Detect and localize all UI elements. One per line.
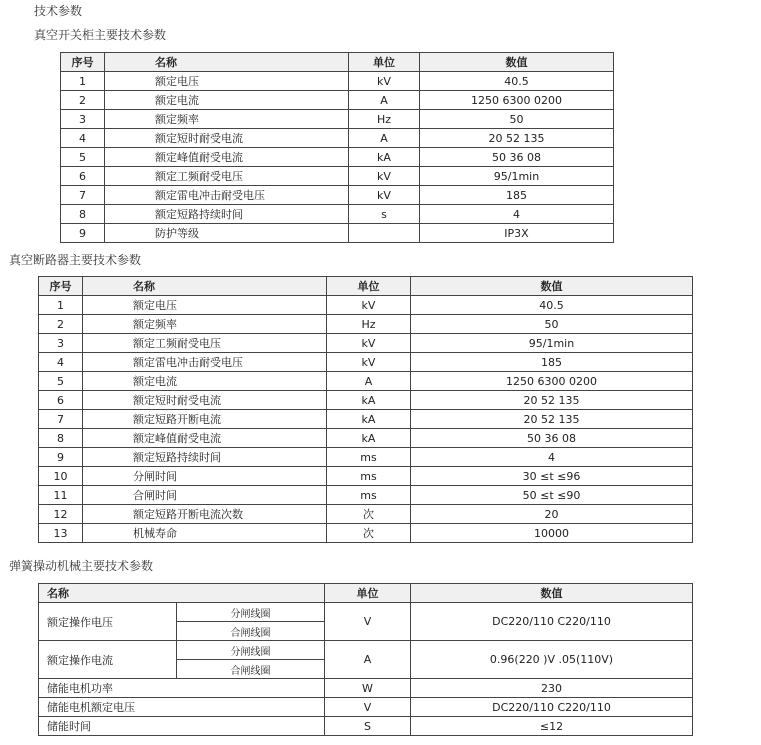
table-row: [61, 129, 614, 148]
col-header-value: 数值: [411, 584, 693, 603]
cell-value: 10000: [411, 524, 693, 543]
table-header-row: [39, 277, 693, 296]
cell-index: 10: [39, 467, 83, 486]
table-row: [39, 505, 693, 524]
cell-unit: ms: [327, 486, 411, 505]
table-row: [61, 167, 614, 186]
cell-name: 机械寿命: [83, 524, 327, 543]
cell-index: 13: [39, 524, 83, 543]
cell-value: DC220/110 C220/110: [411, 698, 693, 717]
table-row: [61, 224, 614, 243]
cell-value: ≤12: [411, 717, 693, 736]
cell-value: 50: [420, 110, 614, 129]
cell-name: 储能电机额定电压: [39, 698, 325, 717]
cell-unit: kV: [327, 296, 411, 315]
col-header-value: 数值: [411, 277, 693, 296]
cell-unit: Hz: [327, 315, 411, 334]
cell-unit: [349, 224, 420, 243]
cell-name: 防护等级: [105, 224, 349, 243]
cell-unit: kA: [327, 429, 411, 448]
table-row: [61, 186, 614, 205]
page-title: 技术参数: [34, 4, 83, 18]
cell-name: 额定工频耐受电压: [105, 167, 349, 186]
cell-name: 额定峰值耐受电流: [105, 148, 349, 167]
table-row: [39, 391, 693, 410]
cell-unit: A: [327, 372, 411, 391]
cell-subitem: 分闸线圈: [177, 641, 325, 660]
table-row: [39, 603, 693, 622]
cell-unit: V: [325, 698, 411, 717]
cell-unit: A: [325, 641, 411, 679]
cell-name: 额定雷电冲击耐受电压: [105, 186, 349, 205]
cell-name: 额定操作电流: [39, 641, 177, 679]
table-row: [39, 717, 693, 736]
table-row: [39, 524, 693, 543]
cell-name: 额定电压: [105, 72, 349, 91]
cell-unit: A: [349, 129, 420, 148]
cell-name: 额定电流: [105, 91, 349, 110]
table-row: [61, 205, 614, 224]
cell-unit: ms: [327, 467, 411, 486]
cell-value: 185: [420, 186, 614, 205]
cell-index: 4: [61, 129, 105, 148]
cell-value: 30 ≤t ≤96: [411, 467, 693, 486]
cell-value: 50 36 08: [411, 429, 693, 448]
cell-index: 7: [39, 410, 83, 429]
section-title-switchgear: 真空开关柜主要技术参数: [34, 28, 167, 42]
table-row: [39, 296, 693, 315]
table-row: [61, 72, 614, 91]
cell-name: 额定电流: [83, 372, 327, 391]
cell-subitem: 合闸线圈: [177, 660, 325, 679]
cell-unit: kA: [327, 410, 411, 429]
table-row: [39, 334, 693, 353]
col-header-name: 名称: [105, 53, 349, 72]
cell-name: 额定雷电冲击耐受电压: [83, 353, 327, 372]
col-header-unit: 单位: [327, 277, 411, 296]
cell-name: 分闸时间: [83, 467, 327, 486]
cell-unit: V: [325, 603, 411, 641]
cell-name: 额定短时耐受电流: [83, 391, 327, 410]
cell-name: 额定工频耐受电压: [83, 334, 327, 353]
cell-unit: kA: [327, 391, 411, 410]
breaker-params-table: [38, 276, 693, 543]
cell-name: 储能电机功率: [39, 679, 325, 698]
cell-value: DC220/110 C220/110: [411, 603, 693, 641]
cell-unit: W: [325, 679, 411, 698]
cell-value: 40.5: [420, 72, 614, 91]
cell-value: 20 52 135: [411, 410, 693, 429]
cell-name: 储能时间: [39, 717, 325, 736]
cell-unit: kV: [327, 334, 411, 353]
table-row: [39, 641, 693, 660]
cell-unit: A: [349, 91, 420, 110]
cell-unit: kV: [349, 167, 420, 186]
cell-index: 12: [39, 505, 83, 524]
cell-unit: kV: [349, 72, 420, 91]
cell-unit: S: [325, 717, 411, 736]
cell-value: 230: [411, 679, 693, 698]
cell-index: 2: [39, 315, 83, 334]
cell-index: 1: [39, 296, 83, 315]
col-header-value: 数值: [420, 53, 614, 72]
cell-index: 2: [61, 91, 105, 110]
section-title-breaker: 真空断路器主要技术参数: [9, 253, 142, 267]
cell-name: 额定短路开断电流: [83, 410, 327, 429]
cell-name: 额定电压: [83, 296, 327, 315]
cell-index: 5: [39, 372, 83, 391]
table-header-row: [39, 584, 693, 603]
table-row: [39, 315, 693, 334]
table-row: [39, 410, 693, 429]
cell-value: IP3X: [420, 224, 614, 243]
cell-index: 1: [61, 72, 105, 91]
cell-index: 9: [61, 224, 105, 243]
col-header-unit: 单位: [325, 584, 411, 603]
col-header-name: 名称: [39, 584, 325, 603]
cell-index: 9: [39, 448, 83, 467]
cell-unit: 次: [327, 524, 411, 543]
spring-mechanism-params-table: [38, 583, 693, 736]
cell-value: 185: [411, 353, 693, 372]
cell-index: 8: [39, 429, 83, 448]
cell-value: 95/1min: [420, 167, 614, 186]
cell-index: 3: [61, 110, 105, 129]
cell-index: 7: [61, 186, 105, 205]
table-row: [61, 148, 614, 167]
cell-value: 50 ≤t ≤90: [411, 486, 693, 505]
cell-index: 8: [61, 205, 105, 224]
cell-name: 额定短时耐受电流: [105, 129, 349, 148]
cell-unit: ms: [327, 448, 411, 467]
cell-value: 4: [411, 448, 693, 467]
table-row: [39, 467, 693, 486]
cell-subitem: 分闸线圈: [177, 603, 325, 622]
table-row: [39, 679, 693, 698]
cell-name: 额定短路持续时间: [105, 205, 349, 224]
table-row: [61, 91, 614, 110]
cell-name: 额定频率: [83, 315, 327, 334]
section-title-spring-mechanism: 弹簧操动机械主要技术参数: [9, 559, 154, 573]
table-row: [39, 353, 693, 372]
table-row: [39, 429, 693, 448]
cell-unit: s: [349, 205, 420, 224]
col-header-index: 序号: [39, 277, 83, 296]
cell-name: 合闸时间: [83, 486, 327, 505]
cell-index: 3: [39, 334, 83, 353]
cell-index: 6: [61, 167, 105, 186]
cell-index: 6: [39, 391, 83, 410]
cell-value: 50: [411, 315, 693, 334]
cell-subitem: 合闸线圈: [177, 622, 325, 641]
table-row: [39, 448, 693, 467]
cell-name: 额定短路开断电流次数: [83, 505, 327, 524]
table-row: [61, 110, 614, 129]
cell-index: 4: [39, 353, 83, 372]
cell-unit: kA: [349, 148, 420, 167]
cell-name: 额定峰值耐受电流: [83, 429, 327, 448]
cell-name: 额定操作电压: [39, 603, 177, 641]
cell-value: 1250 6300 0200: [411, 372, 693, 391]
col-header-index: 序号: [61, 53, 105, 72]
col-header-name: 名称: [83, 277, 327, 296]
cell-value: 40.5: [411, 296, 693, 315]
cell-value: 0.96(220 )V .05(110V): [411, 641, 693, 679]
cell-index: 11: [39, 486, 83, 505]
table-row: [39, 372, 693, 391]
cell-value: 20 52 135: [411, 391, 693, 410]
switchgear-params-table: [60, 52, 614, 243]
cell-value: 4: [420, 205, 614, 224]
cell-unit: 次: [327, 505, 411, 524]
cell-unit: kV: [349, 186, 420, 205]
cell-unit: Hz: [349, 110, 420, 129]
col-header-unit: 单位: [349, 53, 420, 72]
cell-value: 20: [411, 505, 693, 524]
cell-value: 1250 6300 0200: [420, 91, 614, 110]
cell-name: 额定频率: [105, 110, 349, 129]
cell-index: 5: [61, 148, 105, 167]
cell-value: 20 52 135: [420, 129, 614, 148]
cell-name: 额定短路持续时间: [83, 448, 327, 467]
table-row: [39, 698, 693, 717]
cell-value: 95/1min: [411, 334, 693, 353]
table-header-row: [61, 53, 614, 72]
cell-value: 50 36 08: [420, 148, 614, 167]
table-row: [39, 486, 693, 505]
cell-unit: kV: [327, 353, 411, 372]
